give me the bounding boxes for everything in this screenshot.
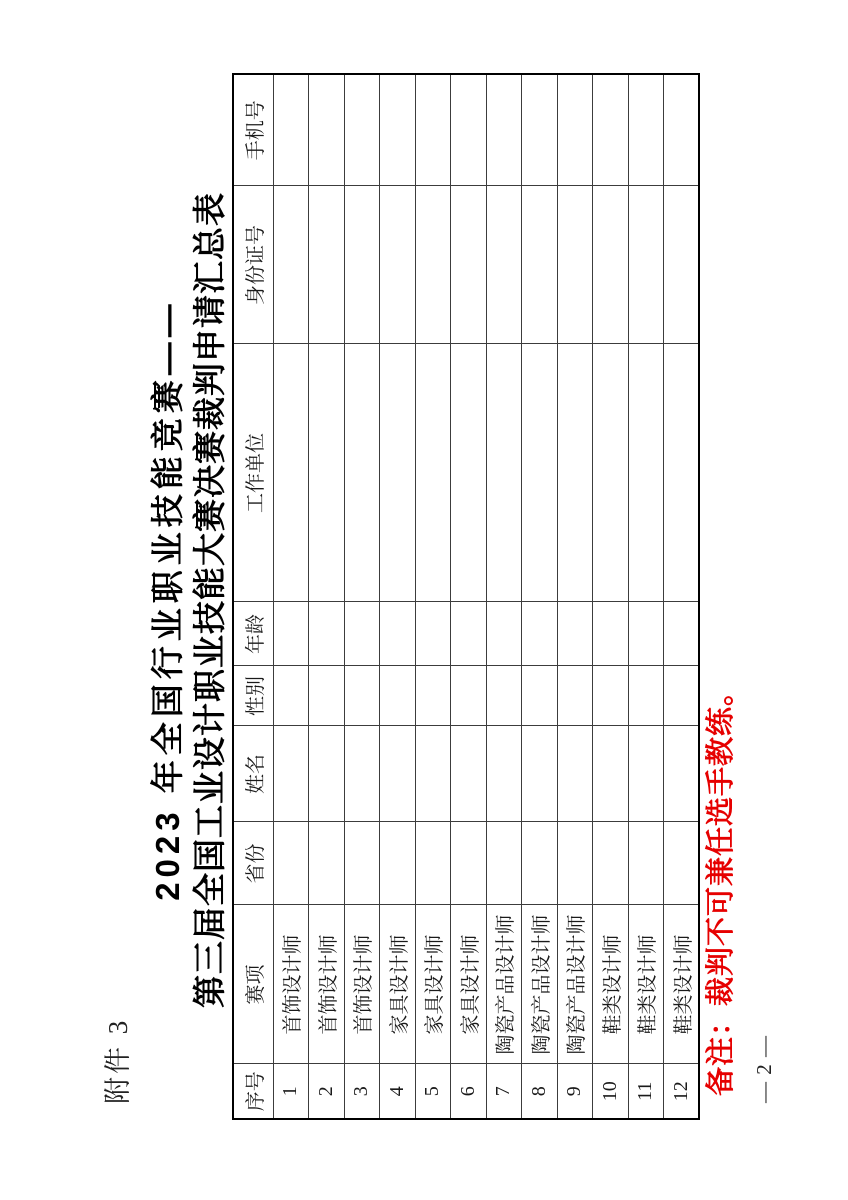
cell-id-number <box>628 186 664 344</box>
cell-workplace <box>344 344 380 602</box>
cell-age <box>273 602 309 666</box>
cell-province <box>486 822 522 905</box>
cell-event: 陶瓷产品设计师 <box>522 905 558 1064</box>
cell-seq: 5 <box>415 1064 451 1119</box>
cell-seq: 3 <box>344 1064 380 1119</box>
cell-age <box>451 602 487 666</box>
cell-gender <box>557 666 593 726</box>
cell-workplace <box>309 344 345 602</box>
column-header-event: 赛项 <box>233 905 273 1064</box>
cell-province <box>415 822 451 905</box>
cell-phone <box>273 74 309 186</box>
cell-seq: 4 <box>380 1064 416 1119</box>
cell-workplace <box>380 344 416 602</box>
cell-province <box>557 822 593 905</box>
table-row <box>273 74 309 1119</box>
cell-age <box>380 602 416 666</box>
cell-name <box>380 726 416 822</box>
table-row <box>380 74 416 1119</box>
cell-age <box>557 602 593 666</box>
cell-workplace <box>557 344 593 602</box>
cell-workplace <box>628 344 664 602</box>
cell-event: 首饰设计师 <box>273 905 309 1064</box>
column-header-gender: 性别 <box>233 666 273 726</box>
cell-province <box>628 822 664 905</box>
cell-id-number <box>522 186 558 344</box>
cell-event: 首饰设计师 <box>344 905 380 1064</box>
page-number: — 2 — <box>752 1035 776 1103</box>
cell-name <box>273 726 309 822</box>
cell-province <box>664 822 700 905</box>
cell-age <box>309 602 345 666</box>
cell-seq: 11 <box>628 1064 664 1119</box>
cell-workplace <box>664 344 700 602</box>
cell-name <box>415 726 451 822</box>
cell-name <box>522 726 558 822</box>
cell-id-number <box>380 186 416 344</box>
column-header-age: 年龄 <box>233 602 273 666</box>
cell-phone <box>557 74 593 186</box>
cell-province <box>344 822 380 905</box>
cell-province <box>522 822 558 905</box>
cell-name <box>664 726 700 822</box>
table-head <box>233 74 273 1119</box>
table-row <box>344 74 380 1119</box>
cell-phone <box>522 74 558 186</box>
cell-province <box>593 822 629 905</box>
cell-seq: 2 <box>309 1064 345 1119</box>
cell-id-number <box>451 186 487 344</box>
cell-age <box>415 602 451 666</box>
cell-event: 陶瓷产品设计师 <box>486 905 522 1064</box>
cell-phone <box>486 74 522 186</box>
cell-name <box>344 726 380 822</box>
cell-phone <box>664 74 700 186</box>
cell-event: 鞋类设计师 <box>664 905 700 1064</box>
cell-id-number <box>557 186 593 344</box>
cell-province <box>380 822 416 905</box>
cell-phone <box>309 74 345 186</box>
column-header-id-number: 身份证号 <box>233 186 273 344</box>
cell-seq: 7 <box>486 1064 522 1119</box>
table-body <box>273 74 699 1119</box>
table-row <box>522 74 558 1119</box>
cell-workplace <box>486 344 522 602</box>
table-row <box>664 74 700 1119</box>
cell-id-number <box>415 186 451 344</box>
cell-workplace <box>273 344 309 602</box>
column-header-province: 省份 <box>233 822 273 905</box>
cell-age <box>486 602 522 666</box>
cell-id-number <box>664 186 700 344</box>
cell-gender <box>593 666 629 726</box>
cell-province <box>309 822 345 905</box>
header-row <box>233 74 273 1119</box>
cell-id-number <box>593 186 629 344</box>
cell-gender <box>628 666 664 726</box>
judges-application-table <box>232 73 700 1120</box>
table-row <box>415 74 451 1119</box>
cell-gender <box>522 666 558 726</box>
table-row <box>557 74 593 1119</box>
cell-seq: 6 <box>451 1064 487 1119</box>
cell-seq: 8 <box>522 1064 558 1119</box>
attachment-label: 附件 3 <box>103 1017 133 1104</box>
cell-workplace <box>522 344 558 602</box>
cell-gender <box>664 666 700 726</box>
cell-event: 鞋类设计师 <box>628 905 664 1064</box>
cell-gender <box>415 666 451 726</box>
cell-age <box>628 602 664 666</box>
cell-age <box>664 602 700 666</box>
cell-event: 家具设计师 <box>380 905 416 1064</box>
cell-name <box>309 726 345 822</box>
cell-workplace <box>415 344 451 602</box>
cell-workplace <box>593 344 629 602</box>
cell-gender <box>309 666 345 726</box>
cell-workplace <box>451 344 487 602</box>
cell-province <box>451 822 487 905</box>
table-row <box>593 74 629 1119</box>
column-header-name: 姓名 <box>233 726 273 822</box>
cell-age <box>522 602 558 666</box>
column-header-workplace: 工作单位 <box>233 344 273 602</box>
cell-phone <box>628 74 664 186</box>
cell-seq: 1 <box>273 1064 309 1119</box>
table-row <box>486 74 522 1119</box>
remark-note: 备注：裁判不可兼任选手教练。 <box>705 675 737 1096</box>
cell-age <box>593 602 629 666</box>
cell-phone <box>380 74 416 186</box>
cell-gender <box>451 666 487 726</box>
cell-id-number <box>309 186 345 344</box>
cell-name <box>557 726 593 822</box>
cell-seq: 12 <box>664 1064 700 1119</box>
cell-gender <box>344 666 380 726</box>
cell-event: 家具设计师 <box>415 905 451 1064</box>
cell-phone <box>451 74 487 186</box>
cell-gender <box>380 666 416 726</box>
document-title-line1: 2023 年全国行业职业技能竞赛—— <box>149 299 186 901</box>
cell-name <box>593 726 629 822</box>
document-title-line2: 第三届全国工业设计职业技能大赛决赛裁判申请汇总表 <box>191 192 228 1008</box>
cell-phone <box>344 74 380 186</box>
cell-gender <box>486 666 522 726</box>
column-header-seq: 序号 <box>233 1064 273 1119</box>
cell-event: 家具设计师 <box>451 905 487 1064</box>
cell-seq: 10 <box>593 1064 629 1119</box>
cell-event: 首饰设计师 <box>309 905 345 1064</box>
cell-name <box>451 726 487 822</box>
cell-id-number <box>486 186 522 344</box>
cell-id-number <box>344 186 380 344</box>
column-header-phone: 手机号 <box>233 74 273 186</box>
cell-seq: 9 <box>557 1064 593 1119</box>
cell-event: 陶瓷产品设计师 <box>557 905 593 1064</box>
cell-phone <box>415 74 451 186</box>
table-row <box>451 74 487 1119</box>
cell-phone <box>593 74 629 186</box>
cell-name <box>628 726 664 822</box>
cell-id-number <box>273 186 309 344</box>
table-row <box>628 74 664 1119</box>
cell-gender <box>273 666 309 726</box>
cell-event: 鞋类设计师 <box>593 905 629 1064</box>
table-row <box>309 74 345 1119</box>
cell-name <box>486 726 522 822</box>
cell-province <box>273 822 309 905</box>
cell-age <box>344 602 380 666</box>
